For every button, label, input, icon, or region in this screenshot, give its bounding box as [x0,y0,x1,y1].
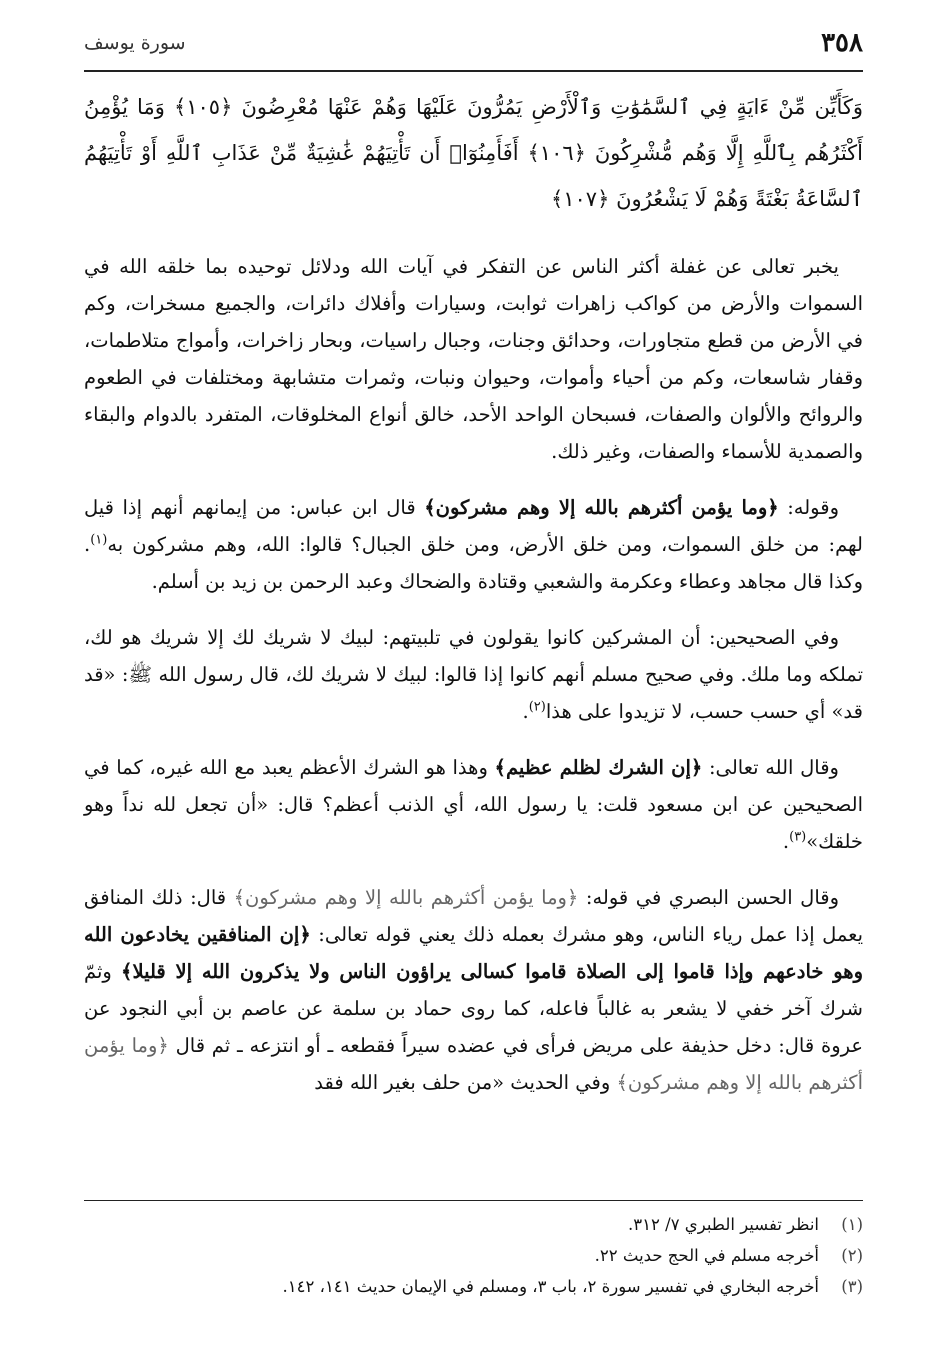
footnote-text: أخرجه مسلم في الحج حديث ٢٢. [594,1246,819,1265]
tafsir-paragraph-5 [84,879,863,1101]
paragraph-text: وقوله: [778,496,839,519]
footnote-text: انظر تفسير الطبري ٧/ ٣١٢. [628,1215,819,1234]
paragraph-text: . [782,830,790,853]
paragraph-text: وثمّ شرك آخر خفي لا يشعر به غالباً فاعله، كما روى حماد بن سلمة عن عاصم بن أبي النجود عن عروة قال: دخل حذيفة على مريض فرأى في عضده سيراً فقطعه ـ أو انتزعه ـ ثم قال [84,960,864,1057]
quran-quote: ﴿إن المنافقين يخادعون الله وهو خادعهم وإذا قاموا إلى الصلاة قاموا كسالى يراؤون الناس ولا يذكرون الله إلا قليلا﴾ [84,923,863,983]
footnote-item [84,1209,863,1240]
footnote-number: (٢) [841,1246,863,1265]
footnote-number: (٣) [841,1277,863,1296]
running-title: سورة يوسف [84,32,186,54]
footnote-text: أخرجه البخاري في تفسير سورة ٢، باب ٣، ومسلم في الإيمان حديث ١٤١، ١٤٢. [282,1277,819,1296]
footnote-item [84,1271,863,1302]
page-number: ٣٥٨ [821,28,863,58]
paragraph-text: قال ابن عباس: من إيمانهم أنهم إذا قيل لهم: من خلق السموات، ومن خلق الأرض، ومن خلق الجبال؟ قالوا: الله، وهم مشركون به [84,496,863,556]
footnotes [84,1200,863,1302]
tafsir-paragraph-4 [84,749,863,860]
quran-verses: وَكَأَيِّن مِّنْ ءَايَةٍ فِي ٱلسَّمَٰوَٰتِ وَٱلْأَرْضِ يَمُرُّونَ عَلَيْهَا وَهُمْ عَنْهَا مُعْرِضُونَ ﴿١٠٥﴾ وَمَا يُؤْمِنُ أَكْثَرُهُم بِٱللَّهِ إِلَّا وَهُم مُّشْرِكُونَ ﴿١٠٦﴾ أَفَأَمِنُوٓا۟ أَن تَأْتِيَهُمْ غَٰشِيَةٌ مِّنْ عَذَابِ ٱللَّهِ أَوْ تَأْتِيَهُمُ ٱلسَّاعَةُ بَغْتَةً وَهُمْ لَا يَشْعُرُونَ ﴿١٠٧﴾ [84,95,863,211]
paragraph-text: . وكذا قال مجاهد وعطاء وعكرمة والشعبي وقتادة والضحاك وعبد الرحمن بن زيد بن أسلم. [84,533,863,593]
paragraph-text: وقال الله تعالى: [702,756,839,779]
footnote-reference[interactable]: (٢) [528,699,546,715]
paragraph-text: وفي الحديث «من حلف بغير الله فقد [314,1071,617,1094]
paragraph-text: وفي الصحيحين: أن المشركين كانوا يقولون في تلبيتهم: لبيك لا شريك لك إلا شريك هو لك، تملكه وما ملك. وفي صحيح مسلم أنهم كانوا إذا قالوا: لبيك لا شريك لك، قال رسول الله ﷺ: «قد قد» أي حسب حسب، لا تزيدوا على هذا [84,626,863,723]
quran-quote: ﴿وما يؤمن أكثرهم بالله إلا وهم مشركون﴾ [424,496,779,519]
footnote-item [84,1240,863,1271]
quran-quote: ﴿إن الشرك لظلم عظيم﴾ [494,756,703,779]
page-body [84,84,863,1120]
tafsir-paragraph-2 [84,489,863,600]
tafsir-paragraph-3 [84,619,863,730]
paragraph-text: قال: ذلك المنافق يعمل إذا عمل رياء الناس، وهو مشرك بعمله ذلك يعني قوله تعالى: [84,886,863,946]
quran-quote: ﴿وما يؤمن أكثرهم بالله إلا وهم مشركون﴾ [84,1034,863,1094]
page-header [84,28,863,72]
tafsir-paragraph-1: يخبر تعالى عن غفلة أكثر الناس عن التفكر في آيات الله ودلائل توحيده بما خلقه الله في السموات والأرض من كواكب زاهرات ثوابت، وسيارات وأفلاك دائرات، والجميع مسخرات، وكم في الأرض من قطع متجاورات، وحدائق وجنات، وجبال راسيات، وبحار زاخرات، وأمواج متلاطمات، وقفار شاسعات، وكم من أحياء وأموات، وحيوان ونبات، وثمرات متشابهة ومختلفات في الطعوم والروائح والألوان والصفات، فسبحان الواحد الأحد، خالق أنواع المخلوقات، المتفرد بالدوام والبقاء والصمدية للأسماء والصفات، وغير ذلك. [84,255,863,463]
footnote-reference[interactable]: (٣) [789,829,807,845]
quran-quote: ﴿وما يؤمن أكثرهم بالله إلا وهم مشركون﴾ [233,886,579,909]
paragraph-text: وقال الحسن البصري في قوله: [578,886,840,909]
footnote-reference[interactable]: (١) [90,532,108,548]
paragraph-text: . [522,700,529,723]
paragraph-text: وهذا هو الشرك الأعظم يعبد مع الله غيره، كما في الصحيحين عن ابن مسعود قلت: يا رسول الله، أي الذنب أعظم؟ قال: «أن تجعل لله نداً وهو خلقك» [84,756,863,853]
footnote-number: (١) [841,1215,863,1234]
